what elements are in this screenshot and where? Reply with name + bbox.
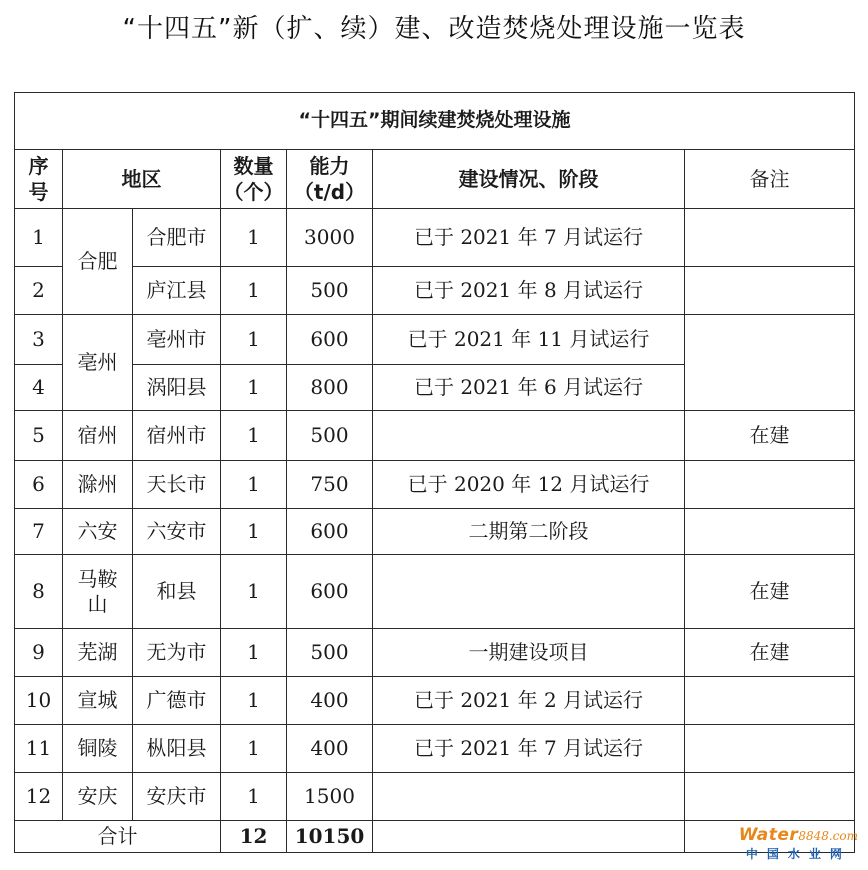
cell-status: 已于 2021 年 7 月试运行 xyxy=(373,725,685,773)
table-row xyxy=(15,461,855,509)
cell-county: 宿州市 xyxy=(133,411,221,461)
cell-city: 铜陵 xyxy=(63,725,133,773)
cell-status: 二期第二阶段 xyxy=(373,509,685,555)
header-seq-line2: 号 xyxy=(28,180,49,204)
cell-count: 1 xyxy=(221,677,287,725)
cell-seq: 6 xyxy=(15,461,63,509)
cell-county: 天长市 xyxy=(133,461,221,509)
total-capacity: 10150 xyxy=(287,821,373,853)
cell-capacity: 500 xyxy=(287,411,373,461)
facilities-table xyxy=(14,92,855,853)
cell-remark xyxy=(685,315,855,411)
cell-city: 合肥 xyxy=(63,209,133,315)
table-caption: “十四五”期间续建焚烧处理设施 xyxy=(15,93,855,150)
cell-status: 已于 2020 年 12 月试运行 xyxy=(373,461,685,509)
cell-remark: 在建 xyxy=(685,555,855,629)
cell-remark xyxy=(685,725,855,773)
total-label: 合计 xyxy=(15,821,221,853)
header-capacity-line2: （t/d） xyxy=(293,180,366,204)
table-row xyxy=(15,677,855,725)
cell-seq: 8 xyxy=(15,555,63,629)
cell-remark xyxy=(685,773,855,821)
cell-seq: 12 xyxy=(15,773,63,821)
cell-count: 1 xyxy=(221,315,287,365)
cell-city: 宣城 xyxy=(63,677,133,725)
cell-count: 1 xyxy=(221,509,287,555)
header-seq xyxy=(15,150,63,209)
cell-count: 1 xyxy=(221,725,287,773)
header-count-line1: 数量 xyxy=(233,154,274,178)
header-seq-line1: 序 xyxy=(28,154,49,178)
cell-capacity: 400 xyxy=(287,677,373,725)
cell-count: 1 xyxy=(221,209,287,267)
cell-seq: 3 xyxy=(15,315,63,365)
cell-remark xyxy=(685,209,855,267)
cell-capacity: 1500 xyxy=(287,773,373,821)
header-capacity-line1: 能力 xyxy=(309,154,350,178)
header-status: 建设情况、阶段 xyxy=(373,150,685,209)
table-row xyxy=(15,209,855,267)
cell-city: 亳州 xyxy=(63,315,133,411)
total-status-empty xyxy=(373,821,685,853)
cell-count: 1 xyxy=(221,773,287,821)
header-row xyxy=(15,150,855,209)
cell-remark xyxy=(685,267,855,315)
cell-city: 六安 xyxy=(63,509,133,555)
cell-county: 合肥市 xyxy=(133,209,221,267)
table-row xyxy=(15,411,855,461)
total-count: 12 xyxy=(221,821,287,853)
cell-count: 1 xyxy=(221,629,287,677)
cell-city: 马鞍山 xyxy=(63,555,133,629)
cell-city: 芜湖 xyxy=(63,629,133,677)
cell-capacity: 500 xyxy=(287,629,373,677)
table-row xyxy=(15,267,855,315)
cell-status: 已于 2021 年 8 月试运行 xyxy=(373,267,685,315)
cell-status: 已于 2021 年 2 月试运行 xyxy=(373,677,685,725)
cell-remark: 在建 xyxy=(685,411,855,461)
cell-seq: 4 xyxy=(15,365,63,411)
watermark-subtitle: 中国水业网 xyxy=(745,847,851,861)
cell-seq: 7 xyxy=(15,509,63,555)
cell-county: 广德市 xyxy=(133,677,221,725)
header-count xyxy=(221,150,287,209)
cell-city: 宿州 xyxy=(63,411,133,461)
cell-seq: 2 xyxy=(15,267,63,315)
cell-remark: 在建 xyxy=(685,629,855,677)
cell-remark xyxy=(685,461,855,509)
cell-count: 1 xyxy=(221,555,287,629)
cell-capacity: 800 xyxy=(287,365,373,411)
cell-county: 安庆市 xyxy=(133,773,221,821)
watermark-number: 8848 xyxy=(798,829,829,843)
table-row xyxy=(15,555,855,629)
cell-status xyxy=(373,555,685,629)
header-remark: 备注 xyxy=(685,150,855,209)
cell-count: 1 xyxy=(221,267,287,315)
cell-status: 已于 2021 年 11 月试运行 xyxy=(373,315,685,365)
header-region: 地区 xyxy=(63,150,221,209)
header-count-line2: （个） xyxy=(223,180,284,204)
table-row xyxy=(15,315,855,365)
cell-capacity: 600 xyxy=(287,555,373,629)
cell-capacity: 3000 xyxy=(287,209,373,267)
table-row xyxy=(15,509,855,555)
cell-county: 六安市 xyxy=(133,509,221,555)
cell-city: 滁州 xyxy=(63,461,133,509)
table-row xyxy=(15,629,855,677)
cell-county: 庐江县 xyxy=(133,267,221,315)
cell-remark xyxy=(685,677,855,725)
cell-status: 已于 2021 年 7 月试运行 xyxy=(373,209,685,267)
cell-remark xyxy=(685,509,855,555)
cell-county: 无为市 xyxy=(133,629,221,677)
watermark-brand: Water xyxy=(738,825,799,845)
document-title: “十四五”新（扩、续）建、改造焚烧处理设施一览表 xyxy=(122,14,746,44)
cell-city: 安庆 xyxy=(63,773,133,821)
watermark-logo xyxy=(739,825,858,862)
cell-capacity: 400 xyxy=(287,725,373,773)
cell-county: 枞阳县 xyxy=(133,725,221,773)
cell-status: 已于 2021 年 6 月试运行 xyxy=(373,365,685,411)
total-row xyxy=(15,821,855,853)
cell-seq: 9 xyxy=(15,629,63,677)
cell-count: 1 xyxy=(221,461,287,509)
cell-status xyxy=(373,411,685,461)
cell-capacity: 500 xyxy=(287,267,373,315)
cell-county: 亳州市 xyxy=(133,315,221,365)
cell-count: 1 xyxy=(221,365,287,411)
cell-capacity: 750 xyxy=(287,461,373,509)
cell-county: 和县 xyxy=(133,555,221,629)
table-row xyxy=(15,725,855,773)
table-row xyxy=(15,773,855,821)
cell-capacity: 600 xyxy=(287,509,373,555)
cell-seq: 5 xyxy=(15,411,63,461)
cell-seq: 11 xyxy=(15,725,63,773)
cell-capacity: 600 xyxy=(287,315,373,365)
cell-seq: 1 xyxy=(15,209,63,267)
cell-status: 一期建设项目 xyxy=(373,629,685,677)
cell-seq: 10 xyxy=(15,677,63,725)
watermark-suffix: .com xyxy=(828,829,858,843)
cell-county: 涡阳县 xyxy=(133,365,221,411)
cell-count: 1 xyxy=(221,411,287,461)
header-capacity xyxy=(287,150,373,209)
cell-status xyxy=(373,773,685,821)
